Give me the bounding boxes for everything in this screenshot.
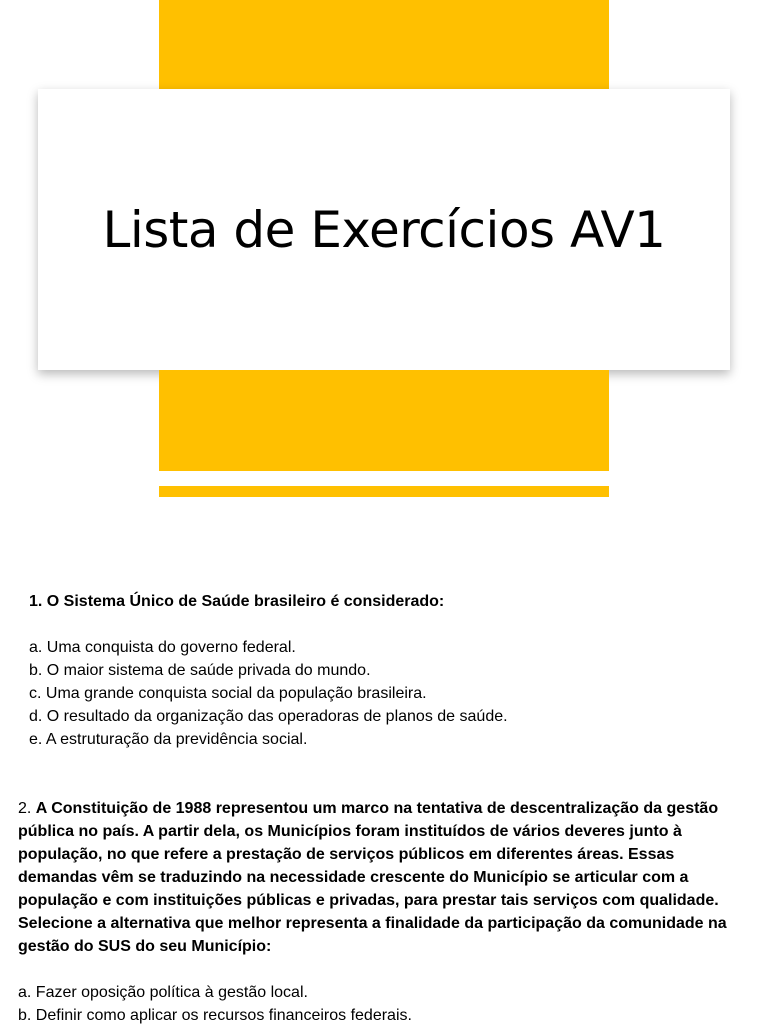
question-1-option-a: a. Uma conquista do governo federal. <box>29 639 296 656</box>
question-2-options <box>18 981 748 1027</box>
question-1-option-d: d. O resultado da organização das operadoras de planos de saúde. <box>29 708 508 725</box>
accent-band-bottom <box>159 370 609 471</box>
title-card <box>38 89 730 370</box>
question-1-options <box>29 636 768 751</box>
question-list <box>0 590 768 1027</box>
accent-stripe <box>159 486 609 497</box>
title-slide <box>0 0 768 500</box>
accent-band-top <box>159 0 609 89</box>
question-1 <box>29 590 768 751</box>
slide-title: Lista de Exercícios AV1 <box>102 200 666 259</box>
question-1-option-e: e. A estruturação da previdência social. <box>29 731 308 748</box>
question-1-option-b: b. O maior sistema de saúde privada do mundo. <box>29 662 371 679</box>
question-2-option-a: a. Fazer oposição política à gestão local. <box>18 984 308 1001</box>
question-2-stem: A Constituição de 1988 representou um marco na tentativa de descentralização da gestão pública no país. A partir dela, os Municípios foram instituídos de vários deveres junto à população, no que refere a prestação de serviços públicos em diferentes áreas. Essas demandas vêm se traduzindo na necessidade crescente do Município se articular com a população e com instituições públicas e privadas, para prestar tais serviços com qualidade. Selecione a alternativa que melhor representa a finalidade da participação da comunidade na gestão do SUS do seu Município: <box>18 800 727 955</box>
question-2 <box>18 797 748 1027</box>
question-2-option-b: b. Definir como aplicar os recursos financeiros federais. <box>18 1007 412 1024</box>
question-1-stem: 1. O Sistema Único de Saúde brasileiro é considerado: <box>29 593 445 610</box>
question-2-number: 2. <box>18 800 32 817</box>
question-2-stem-paragraph <box>18 797 748 958</box>
question-1-option-c: c. Uma grande conquista social da população brasileira. <box>29 685 427 702</box>
